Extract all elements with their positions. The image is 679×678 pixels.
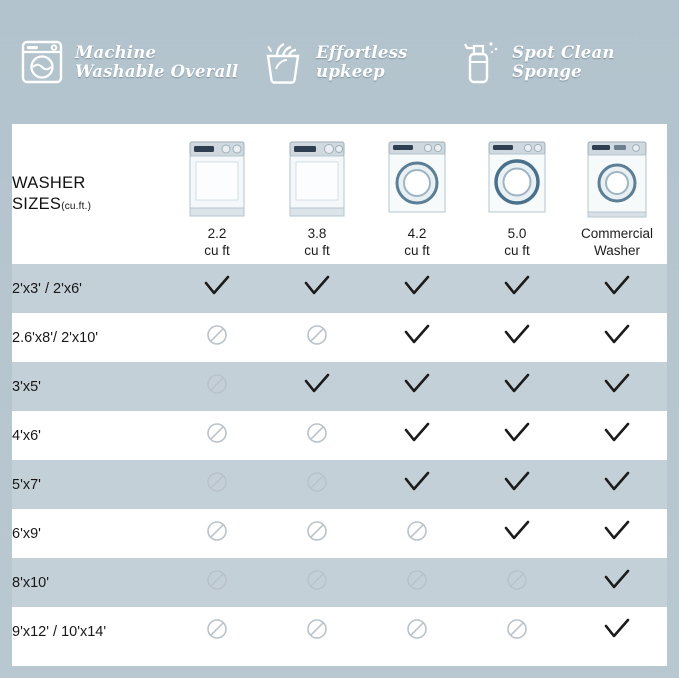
cell-5-4 — [567, 509, 667, 558]
check-icon — [604, 471, 630, 493]
washer-size-table-card — [12, 124, 667, 666]
washer-size-table — [12, 124, 667, 656]
feature-strip — [0, 0, 679, 124]
washer-column-0-caption: 2.2 cu ft — [204, 226, 230, 259]
spray-bottle-icon — [455, 36, 503, 88]
not-available-icon — [206, 520, 228, 542]
cell-4-1 — [267, 460, 367, 509]
washer-column-4-caption: Commercial Washer — [580, 226, 653, 259]
check-icon — [304, 275, 330, 297]
feature-spot-clean — [455, 36, 661, 88]
table-row — [12, 509, 667, 558]
check-icon — [404, 471, 430, 493]
not-available-icon — [406, 569, 428, 591]
table-header-row — [12, 124, 667, 264]
cell-2-4 — [567, 362, 667, 411]
cell-3-2 — [367, 411, 467, 460]
table-row — [12, 411, 667, 460]
not-available-icon — [206, 422, 228, 444]
row-label: 6'x9' — [12, 525, 41, 542]
check-icon — [404, 275, 430, 297]
front-load-washer-icon — [484, 138, 550, 220]
check-icon — [604, 569, 630, 591]
front-load-washer-icon — [384, 138, 450, 220]
feature-machine-washable — [18, 36, 259, 88]
not-available-icon — [306, 422, 328, 444]
not-available-icon — [206, 618, 228, 640]
row-label: 3'x5' — [12, 378, 41, 395]
row-label: 2'x3' / 2'x6' — [12, 280, 82, 297]
not-available-icon — [306, 618, 328, 640]
not-available-icon — [406, 618, 428, 640]
washer-column-3-caption: 5.0 cu ft — [504, 226, 530, 259]
not-available-icon — [506, 569, 528, 591]
washer-column-1 — [267, 124, 367, 264]
table-row — [12, 558, 667, 607]
cell-0-4 — [567, 264, 667, 313]
cell-6-2 — [367, 558, 467, 607]
check-icon — [504, 373, 530, 395]
cell-5-0 — [167, 509, 267, 558]
row-label: 4'x6' — [12, 427, 41, 444]
washer-column-2-caption: 4.2 cu ft — [404, 226, 430, 259]
cell-7-1 — [267, 607, 367, 656]
not-available-icon — [306, 471, 328, 493]
table-row — [12, 362, 667, 411]
not-available-icon — [306, 324, 328, 346]
cell-6-0 — [167, 558, 267, 607]
washer-column-4 — [567, 124, 667, 264]
check-icon — [504, 422, 530, 444]
check-icon — [204, 275, 230, 297]
check-icon — [604, 618, 630, 640]
table-row — [12, 313, 667, 362]
check-icon — [504, 471, 530, 493]
washing-machine-icon — [18, 36, 66, 88]
feature-effortless-upkeep — [259, 36, 455, 88]
feature-spot-clean-label: Spot Clean Sponge — [512, 42, 615, 81]
cell-0-2 — [367, 264, 467, 313]
table-row — [12, 607, 667, 656]
cell-2-1 — [267, 362, 367, 411]
cell-1-4 — [567, 313, 667, 362]
cell-7-2 — [367, 607, 467, 656]
not-available-icon — [306, 520, 328, 542]
check-icon — [604, 520, 630, 542]
not-available-icon — [506, 618, 528, 640]
cell-4-4 — [567, 460, 667, 509]
cell-0-3 — [467, 264, 567, 313]
check-icon — [404, 373, 430, 395]
cell-6-4 — [567, 558, 667, 607]
cell-2-0 — [167, 362, 267, 411]
cell-7-0 — [167, 607, 267, 656]
check-icon — [404, 422, 430, 444]
table-title: WASHER SIZES(cu.ft.) — [12, 173, 92, 213]
washer-column-2 — [367, 124, 467, 264]
row-label: 8'x10' — [12, 574, 49, 591]
top-load-washer-icon — [184, 138, 250, 220]
cell-1-3 — [467, 313, 567, 362]
cell-5-1 — [267, 509, 367, 558]
check-icon — [504, 324, 530, 346]
washer-column-3 — [467, 124, 567, 264]
cell-3-1 — [267, 411, 367, 460]
top-load-washer-icon — [284, 138, 350, 220]
row-label: 9'x12' / 10'x14' — [12, 623, 107, 640]
check-icon — [304, 373, 330, 395]
cell-1-2 — [367, 313, 467, 362]
not-available-icon — [206, 569, 228, 591]
cell-7-3 — [467, 607, 567, 656]
cell-0-1 — [267, 264, 367, 313]
cell-5-2 — [367, 509, 467, 558]
feature-machine-washable-label: Machine Washable Overall — [75, 42, 239, 81]
washer-column-1-caption: 3.8 cu ft — [304, 226, 330, 259]
cell-6-1 — [267, 558, 367, 607]
check-icon — [604, 373, 630, 395]
cell-3-0 — [167, 411, 267, 460]
cell-4-3 — [467, 460, 567, 509]
commercial-washer-icon — [584, 138, 650, 220]
check-icon — [604, 275, 630, 297]
cell-1-0 — [167, 313, 267, 362]
not-available-icon — [406, 520, 428, 542]
cell-3-4 — [567, 411, 667, 460]
row-label: 5'x7' — [12, 476, 41, 493]
not-available-icon — [306, 569, 328, 591]
table-row — [12, 460, 667, 509]
cell-6-3 — [467, 558, 567, 607]
not-available-icon — [206, 373, 228, 395]
table-row — [12, 264, 667, 313]
feature-effortless-upkeep-label: Effortless upkeep — [316, 42, 408, 81]
cell-2-3 — [467, 362, 567, 411]
cell-4-2 — [367, 460, 467, 509]
washer-column-0 — [167, 124, 267, 264]
check-icon — [504, 520, 530, 542]
not-available-icon — [206, 471, 228, 493]
cell-5-3 — [467, 509, 567, 558]
check-icon — [604, 422, 630, 444]
cell-2-2 — [367, 362, 467, 411]
check-icon — [604, 324, 630, 346]
hand-wash-icon — [259, 36, 307, 88]
cell-7-4 — [567, 607, 667, 656]
cell-0-0 — [167, 264, 267, 313]
check-icon — [504, 275, 530, 297]
not-available-icon — [206, 324, 228, 346]
check-icon — [404, 324, 430, 346]
cell-1-1 — [267, 313, 367, 362]
cell-3-3 — [467, 411, 567, 460]
cell-4-0 — [167, 460, 267, 509]
row-label: 2.6'x8'/ 2'x10' — [12, 329, 99, 346]
